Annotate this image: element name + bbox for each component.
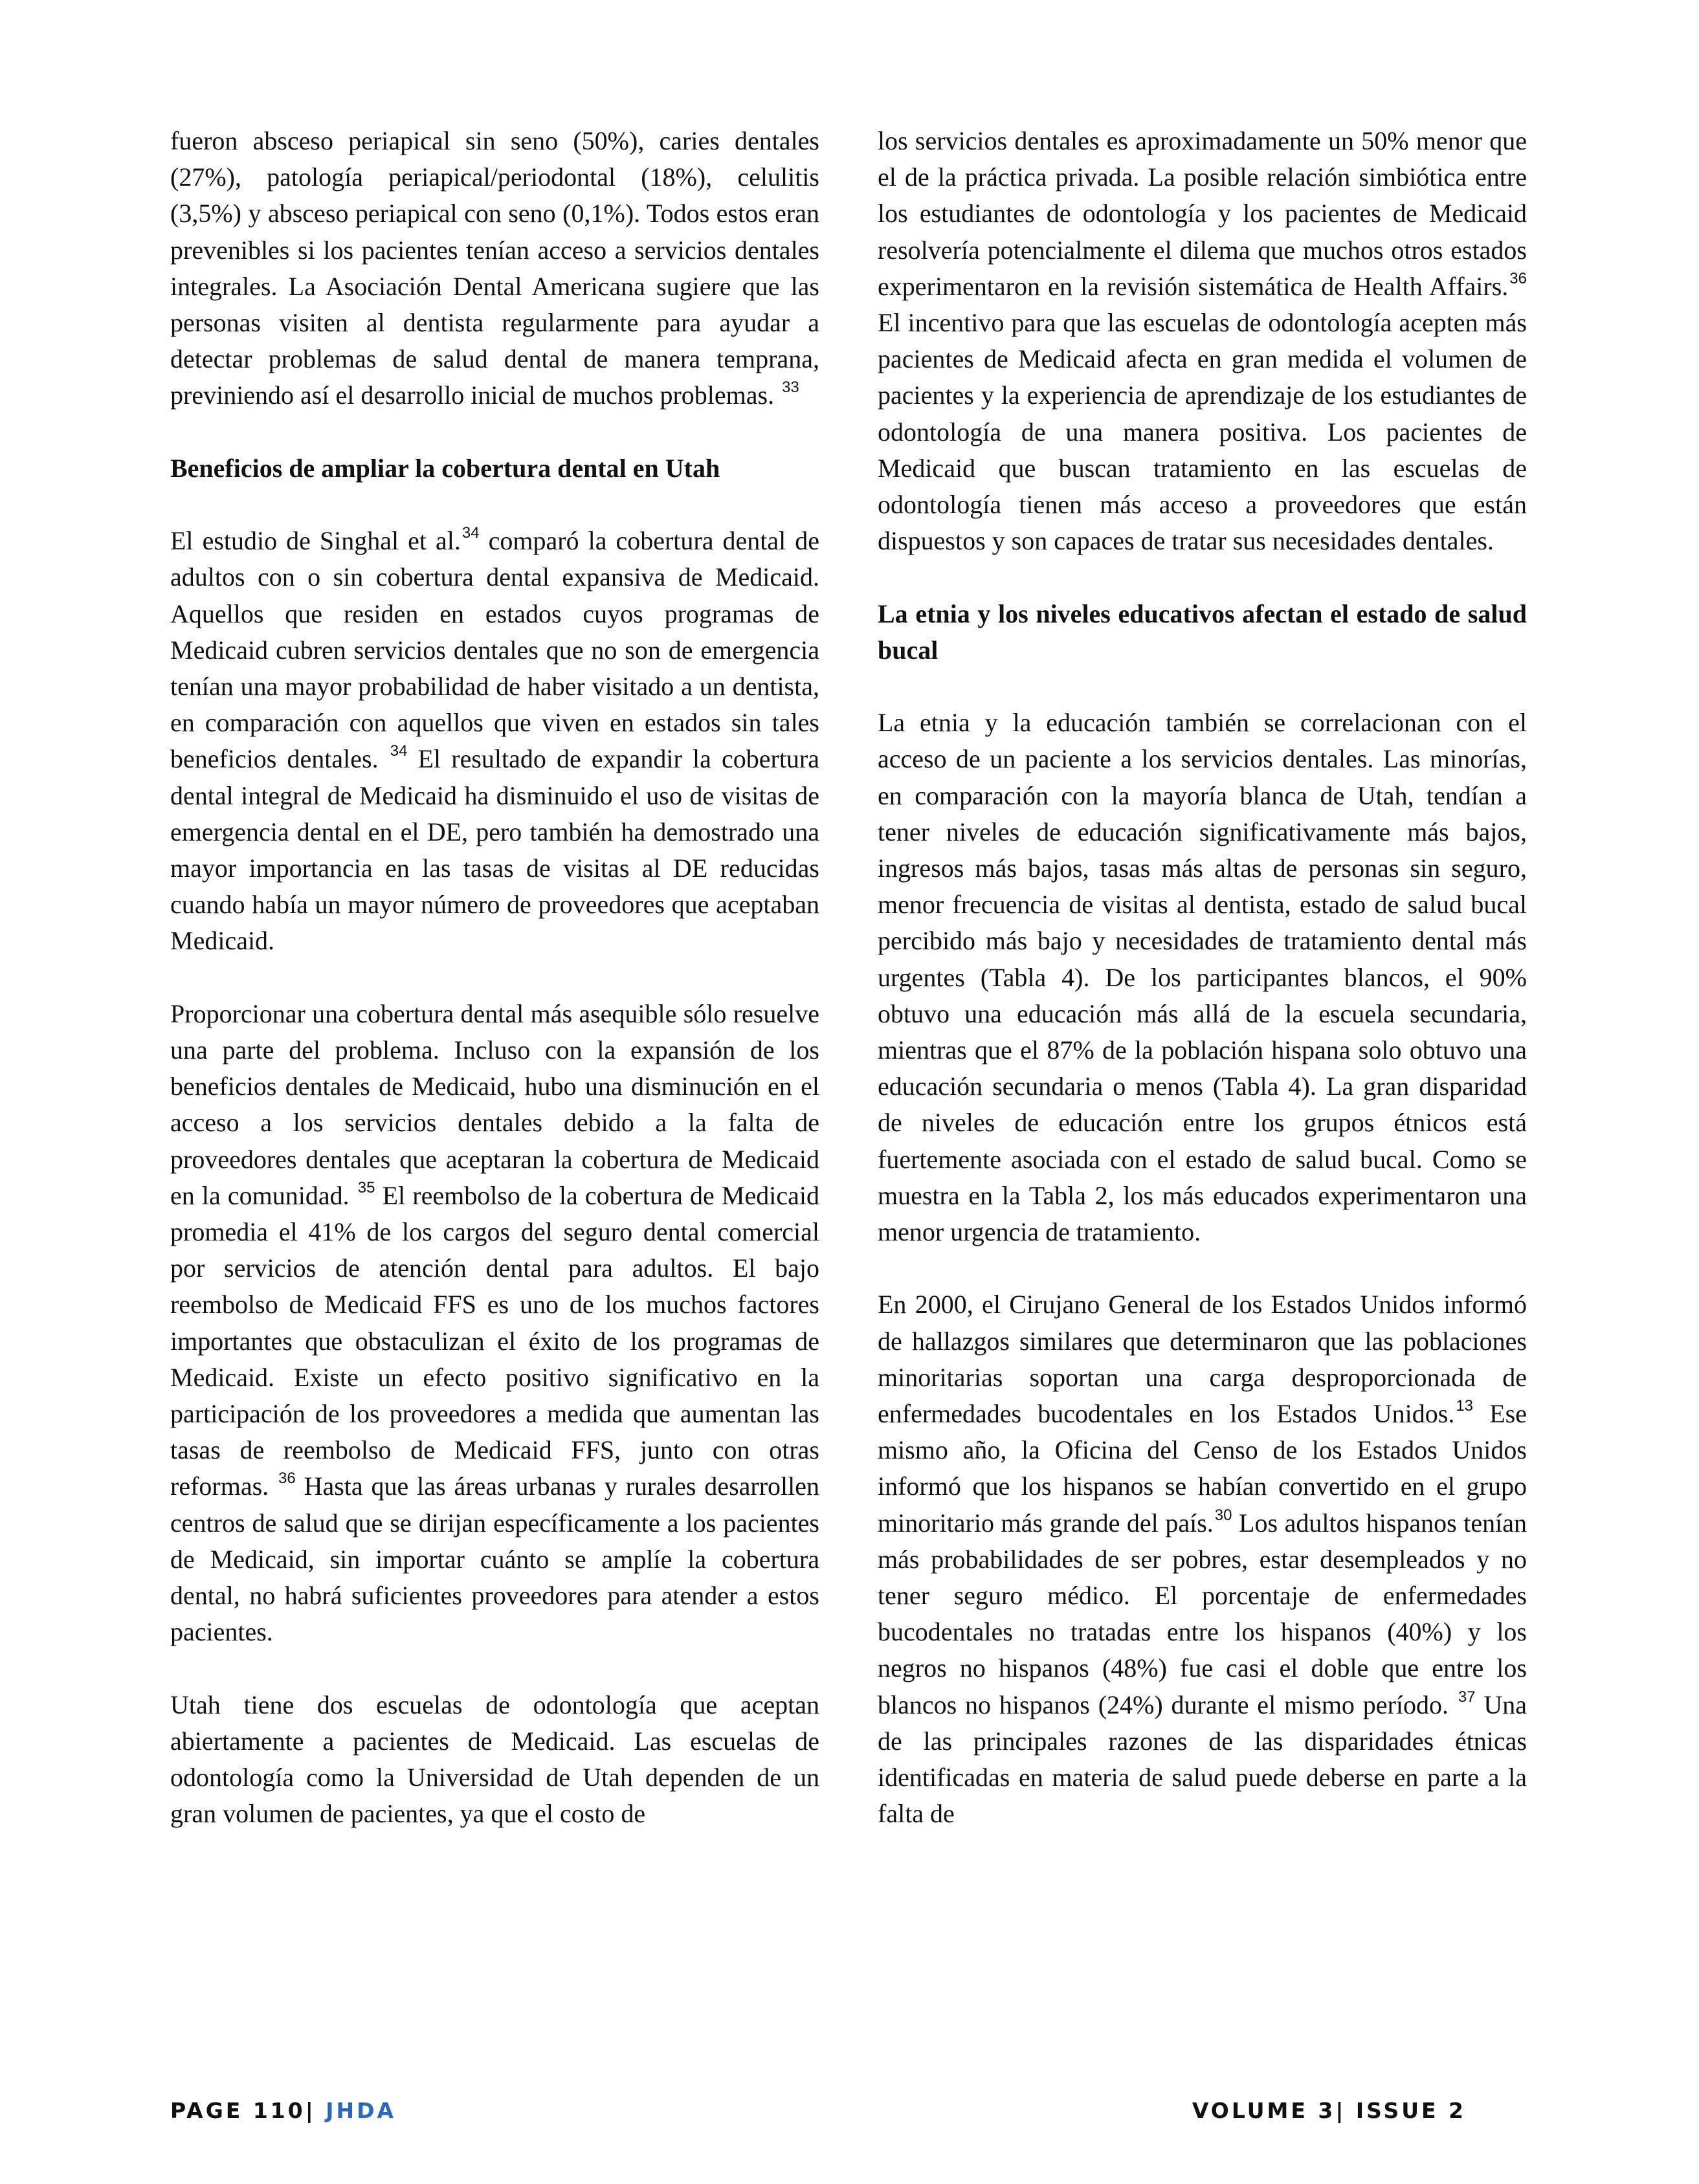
citation-ref: 36 [278,1470,296,1488]
right-paragraph-2: La etnia y la educación también se correlacionan con el acceso de un paciente a los servicios dentales. Las minorías, en comparación con la mayoría blanca de Utah, tendían a tener niveles de educación significativamente más bajos, ingresos más bajos, tasas más altas de personas sin seguro, menor frecuencia de visitas al dentista, estado de salud bucal percibido más bajo y necesidades de tratamiento dental más urgentes (Tabla 4). De los participantes blancos, el 90% obtuvo una educación más allá de la escuela secundaria, mientras que el 87% de la población hispana solo obtuvo una educación secundaria o menos (Tabla 4). La gran disparidad de niveles de educación entre los grupos étnicos está fuertemente asociada con el estado de salud bucal. Como se muestra en la Tabla 2, los más educados experimentaron una menor urgencia de tratamiento. [878,708,1527,1247]
section-heading-utah-coverage: Beneficios de ampliar la cobertura dental en Utah [170,453,720,483]
page-number: PAGE 110| [170,2098,316,2123]
citation-ref: 34 [461,524,480,542]
left-column [170,123,819,1832]
citation-ref: 36 [1509,269,1527,287]
citation-ref: 33 [782,379,799,397]
journal-name: JHDA [326,2098,397,2123]
right-column [878,123,1527,1833]
left-paragraph-4: Utah tiene dos escuelas de odontología que aceptan abiertamente a pacientes de Medicaid. Las escuelas de odontología como la Universidad de Utah dependen de un gran volumen de pacientes, ya que el costo de [170,1690,819,1829]
citation-ref: 13 [1456,1397,1474,1415]
citation-ref: 37 [1458,1688,1476,1706]
left-paragraph-1: fueron absceso periapical sin seno (50%), caries dentales (27%), patología periapical/periodontal (18%), celulitis (3,5%) y absceso periapical con seno (0,1%). Todos estos eran prevenibles si los pacientes tenían acceso a servicios dentales integrales. La Asociación Dental Americana sugiere que las personas visiten al dentista regularmente para ayudar a detectar problemas de salud dental de manera temprana, previniendo así el desarrollo inicial de muchos problemas. $^{33}$ [170,126,819,410]
left-paragraph-2: El estudio de Singhal et al.$^{34}$ comparó la cobertura dental de adultos con o sin cobertura dental expansiva de Medicaid. Aquellos que residen en estados cuyos programas de Medicaid cubren servicios dentales que no son de emergencia tenían una mayor probabilidad de haber visitado a un dentista, en comparación con aquellos que viven en estados sin tales beneficios dentales. $^{34}$ El resultado de expandir la cobertura dental integral de Medicaid ha disminuido el uso de visitas de emergencia dental en el DE, pero también ha demostrado una mayor importancia en las tasas de visitas al DE reducidas cuando había un mayor número de proveedores que aceptaban Medicaid. [170,524,820,956]
right-paragraph-1: los servicios dentales es aproximadamente un 50% menor que el de la práctica privada. La posible relación simbiótica entre los estudiantes de odontología y los pacientes de Medicaid resolvería potencialmente el dilema que muchos otros estados experimentaron en la revisión sistemática de Health Affairs.$^{36}$ El incentivo para que las escuelas de odontología acepten más pacientes de Medicaid afecta en gran medida el volumen de pacientes y la experiencia de aprendizaje de los estudiantes de odontología de una manera positiva. Los pacientes de Medicaid que buscan tratamiento en las escuelas de odontología tienen más acceso a proveedores que están dispuestos y son capaces de tratar sus necesidades dentales. [878,126,1527,556]
citation-ref: 30 [1214,1506,1232,1524]
section-heading-ethnicity-education: La etnia y los niveles educativos afectan el estado de salud bucal [878,599,1527,665]
left-paragraph-3: Proporcionar una cobertura dental más asequible sólo resuelve una parte del problema. Incluso con la expansión de los beneficios dentales de Medicaid, hubo una disminución en el acceso a los servicios dentales debido a la falta de proveedores dentales que aceptaran la cobertura de Medicaid en la comunidad. $^{35}$ El reembolso de la cobertura de Medicaid promedia el 41% de los cargos del seguro dental comercial por servicios de atención dental para adultos. El bajo reembolso de Medicaid FFS es uno de los muchos factores importantes que obstaculizan el éxito de los programas de Medicaid. Existe un efecto positivo significativo en la participación de los proveedores a medida que aumentan las tasas de reembolso de Medicaid FFS, junto con otras reformas. $^{36}$ Hasta que las áreas urbanas y rurales desarrollen centros de salud que se dirijan específicamente a los pacientes de Medicaid, sin importar cuánto se amplíe la cobertura dental, no habrá suficientes proveedores para atender a estos pacientes. [170,998,820,1647]
footer-volume-issue: VOLUME 3| ISSUE 2 [1192,2098,1466,2123]
footer-page-label [170,2098,396,2123]
right-paragraph-3: En 2000, el Cirujano General de los Estados Unidos informó de hallazgos similares que determinaron que las poblaciones minoritarias soportan una carga desproporcionada de enfermedades bucodentales en los Estados Unidos.$^{13}$ Ese mismo año, la Oficina del Censo de los Estados Unidos informó que los hispanos se habían convertido en el grupo minoritario más grande del país.$^{30}$ Los adultos hispanos tenían más probabilidades de ser pobres, estar desempleados y no tener seguro médico. El porcentaje de enfermedades bucodentales no tratadas entre los hispanos (40%) y los negros no hispanos (48%) fue casi el doble que entre los blancos no hispanos (24%) durante el mismo período. $^{37}$ Una de las principales razones de las disparidades étnicas identificadas en materia de salud puede deberse en parte a la falta de [878,1290,1527,1829]
citation-ref: 34 [390,742,408,760]
citation-ref: 35 [357,1178,375,1197]
